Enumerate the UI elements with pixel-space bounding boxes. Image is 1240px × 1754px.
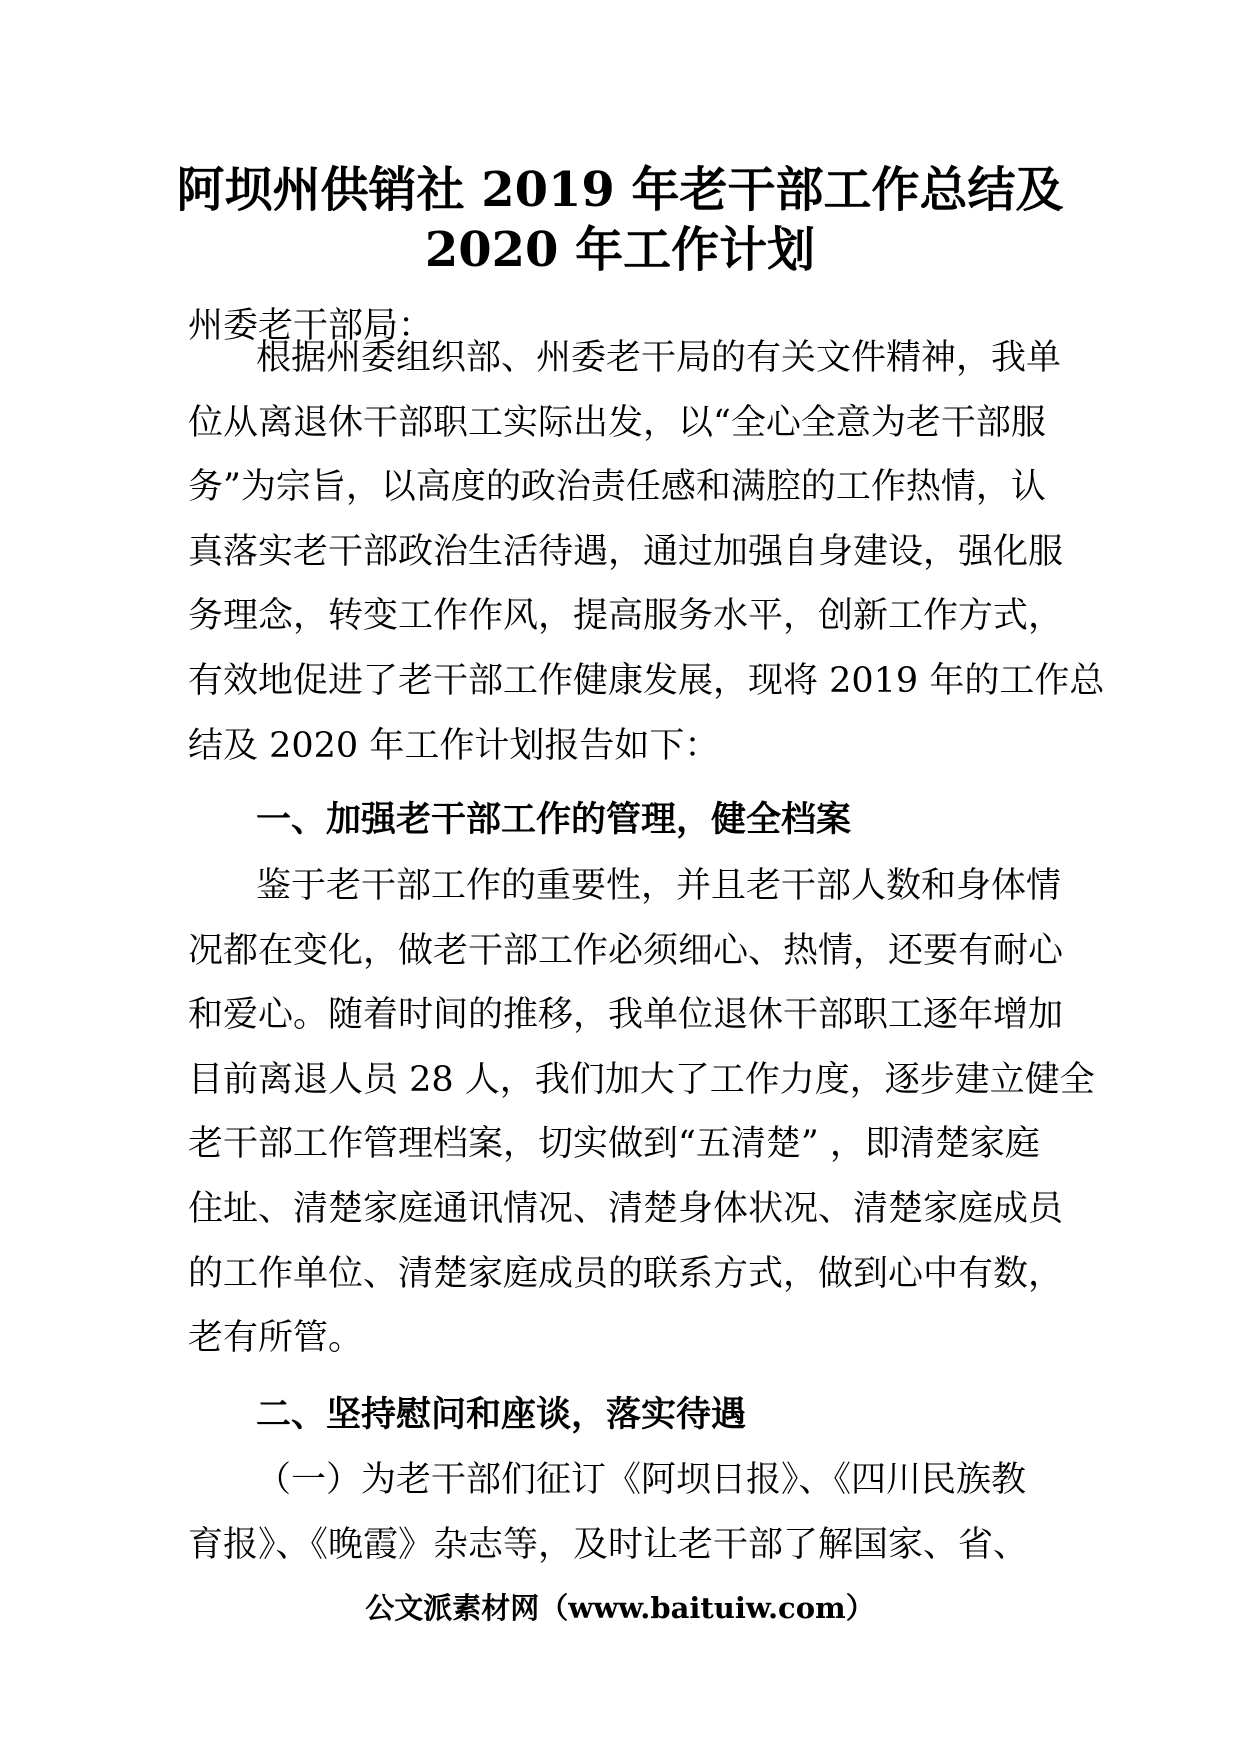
page-footer: 公文派素材网（www.baituiw.com） bbox=[365, 1591, 875, 1625]
paragraph-line: 的工作单位、清楚家庭成员的联系方式，做到心中有数， bbox=[188, 1253, 1064, 1294]
title-line-1: 阿坝州供销社 2019 年老干部工作总结及 bbox=[176, 162, 1064, 218]
salutation: 州委老干部局： bbox=[188, 306, 434, 346]
section1-paragraph bbox=[188, 854, 1095, 1371]
title-line-2: 2020 年工作计划 bbox=[424, 222, 816, 278]
paragraph-line: 目前离退人员 28 人，我们加大了工作力度，逐步建立健全 bbox=[188, 1059, 1095, 1100]
paragraph-line: 老干部工作管理档案，切实做到“五清楚” ，即清楚家庭 bbox=[188, 1124, 1040, 1165]
paragraph-line: 育报》、《晚霞》杂志等，及时让老干部了解国家、省、 bbox=[188, 1524, 1029, 1565]
section-heading-2: 二、坚持慰问和座谈，落实待遇 bbox=[256, 1394, 747, 1435]
paragraph-line: 务”为宗旨，以高度的政治责任感和满腔的工作热情，认 bbox=[188, 467, 1046, 508]
paragraph-line: 务理念，转变工作作风，提高服务水平，创新工作方式， bbox=[188, 596, 1064, 637]
intro-paragraph bbox=[188, 326, 1105, 778]
paragraph-line: 老有所管。 bbox=[188, 1318, 364, 1359]
paragraph-line: 真落实老干部政治生活待遇，通过加强自身建设，强化服 bbox=[188, 531, 1064, 572]
paragraph-line: 有效地促进了老干部工作健康发展，现将 2019 年的工作总 bbox=[188, 660, 1105, 701]
paragraph-line: 结及 2020 年工作计划报告如下： bbox=[188, 725, 720, 766]
section2-paragraph bbox=[188, 1448, 1052, 1577]
paragraph-line: 根据州委组织部、州委老干局的有关文件精神，我单 bbox=[256, 338, 1062, 378]
paragraph-line: 鉴于老干部工作的重要性，并且老干部人数和身体情 bbox=[256, 866, 1062, 906]
paragraph-line: （一）为老干部们征订《阿坝日报》、《四川民族教 bbox=[256, 1460, 1027, 1500]
paragraph-line: 和爱心。随着时间的推移，我单位退休干部职工逐年增加 bbox=[188, 995, 1064, 1036]
section-heading-1: 一、加强老干部工作的管理，健全档案 bbox=[256, 799, 852, 840]
paragraph-line: 位从离退休干部职工实际出发，以“全心全意为老干部服 bbox=[188, 402, 1046, 443]
paragraph-line: 况都在变化，做老干部工作必须细心、热情，还要有耐心 bbox=[188, 930, 1064, 971]
document-title bbox=[150, 160, 1090, 280]
paragraph-line: 住址、清楚家庭通讯情况、清楚身体状况、清楚家庭成员 bbox=[188, 1188, 1064, 1229]
